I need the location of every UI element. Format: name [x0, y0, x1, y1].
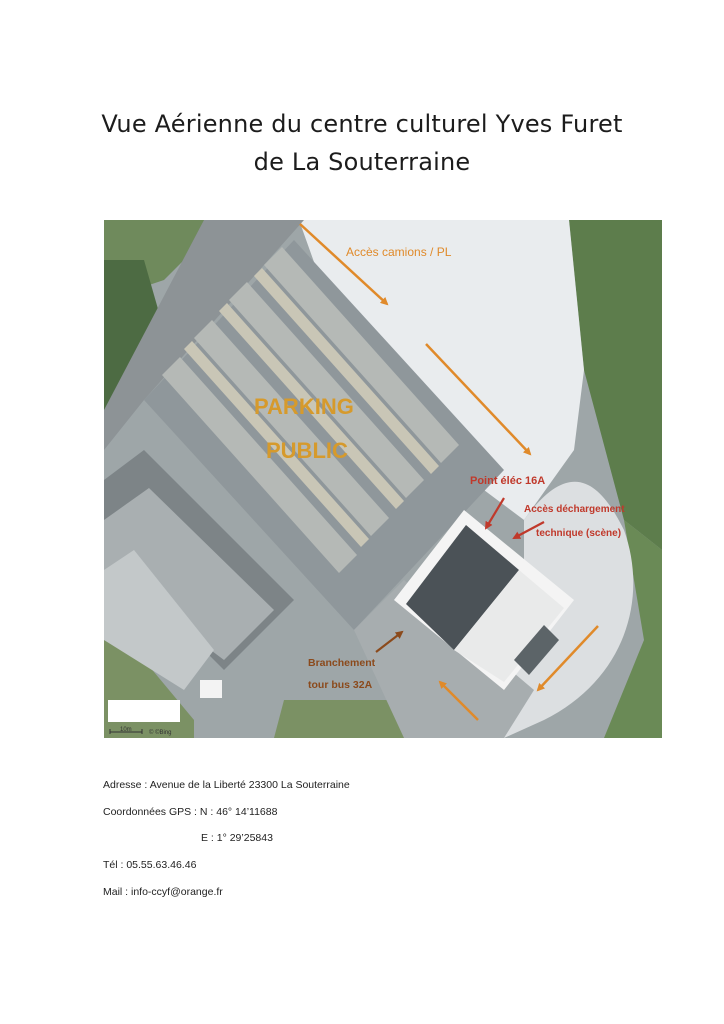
- label-unloading-line-2: technique (scène): [536, 528, 622, 539]
- label-bus-line-1: Branchement: [308, 657, 376, 669]
- address-line: Adresse : Avenue de la Liberté 23300 La Souterraine: [103, 779, 350, 791]
- mail-line: Mail : info-ccyf@orange.fr: [103, 886, 223, 898]
- map-copyright: © ©Bing: [149, 730, 172, 736]
- gps-north-line: Coordonnées GPS : N : 46° 14’11688: [103, 806, 278, 818]
- aerial-map: [104, 220, 662, 738]
- label-parking-line-1: PARKING: [254, 394, 354, 419]
- scale-box: [108, 700, 180, 722]
- phone-line: Tél : 05.55.63.46.46: [103, 859, 197, 871]
- document-title-line-1: Vue Aérienne du centre culturel Yves Furet: [101, 110, 623, 138]
- scale-label: 10m: [120, 727, 132, 733]
- document-title-line-2: de La Souterraine: [253, 148, 471, 176]
- label-bus-line-2: tour bus 32A: [308, 679, 373, 691]
- label-truck-access: Accès camions / PL: [346, 245, 452, 259]
- white-hut: [200, 680, 222, 698]
- label-unloading-line-1: Accès déchargement: [524, 504, 625, 515]
- label-parking-line-2: PUBLIC: [266, 438, 348, 463]
- label-power-point: Point éléc 16A: [470, 475, 546, 487]
- gps-east-line: E : 1° 29’25843: [201, 832, 273, 844]
